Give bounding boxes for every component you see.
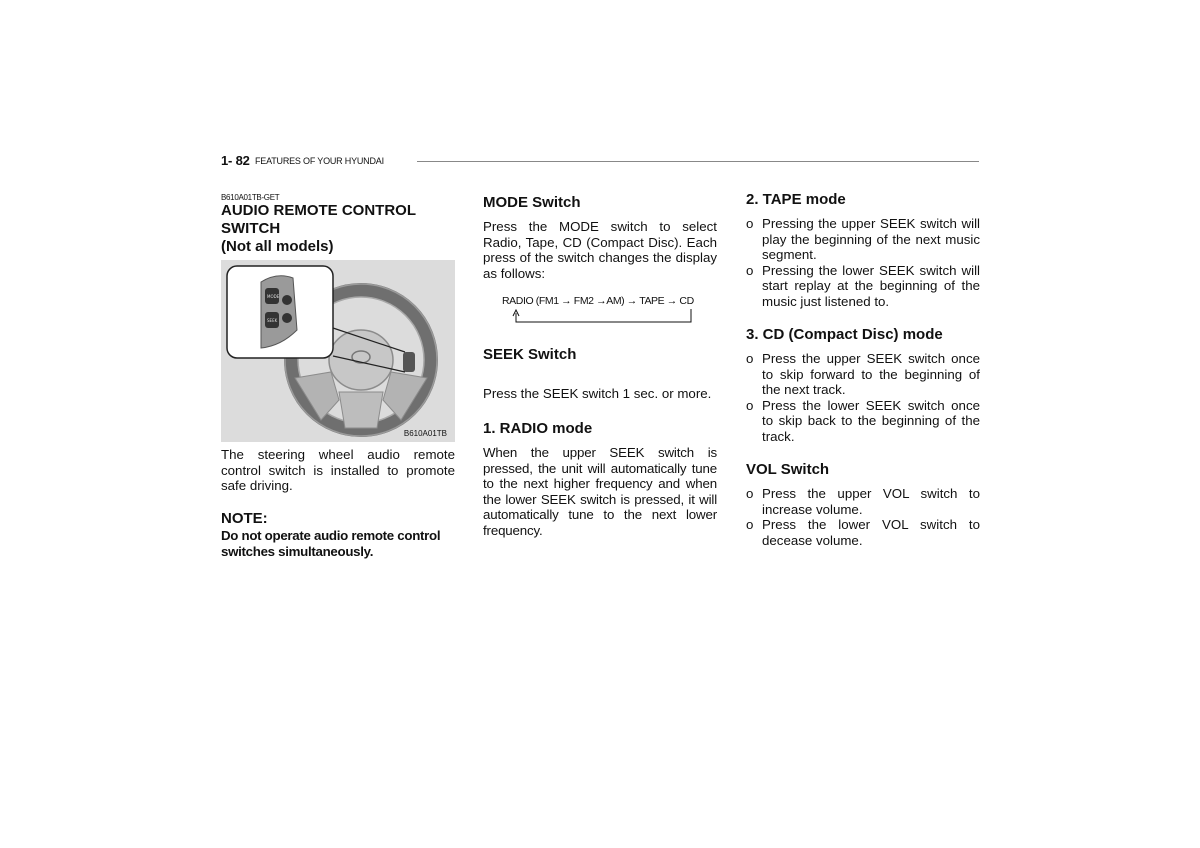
list-item: o Press the lower VOL switch to decease volume. xyxy=(746,517,980,548)
list-item: o Pressing the upper SEEK switch will play the beginning of the next music segment. xyxy=(746,216,980,263)
steering-wheel-figure xyxy=(221,260,455,442)
tape-mode-heading: 2. TAPE mode xyxy=(746,191,846,208)
list-item: o Press the lower SEEK switch once to skip back to the beginning of the track. xyxy=(746,397,980,444)
seek-switch-heading: SEEK Switch xyxy=(483,346,577,363)
note-title: NOTE: xyxy=(221,510,268,527)
section-heading-line2: SWITCH xyxy=(221,220,281,237)
seek-switch-text: Press the SEEK switch 1 sec. or more. xyxy=(483,386,712,401)
radio-mode-text: When the upper SEEK switch is pressed, the unit will automatically tune to the next higher frequency and when the lower SEEK switch is pressed, it will automatically tune to the next lower frequency. xyxy=(483,445,717,538)
tape-mode-list xyxy=(746,216,980,310)
mode-cycle-label: RADIO (FM1 → FM2 →AM) → TAPE → CD xyxy=(502,295,694,307)
header-rule xyxy=(417,161,979,162)
section-title: FEATURES OF YOUR HYUNDAI xyxy=(255,156,384,166)
steering-wheel-illustration xyxy=(221,260,455,442)
note-text: Do not operate audio remote control switches simultaneously. xyxy=(221,528,441,559)
list-item: o Pressing the lower SEEK switch will start replay at the beginning of the music just listened to. xyxy=(746,262,980,309)
section-heading-line1: AUDIO REMOTE CONTROL xyxy=(221,202,416,219)
list-item: o Press the upper SEEK switch once to skip forward to the beginning of the next track. xyxy=(746,351,980,398)
button-label-seek: SEEK xyxy=(267,318,278,323)
radio-mode-heading: 1. RADIO mode xyxy=(483,420,593,437)
figure-code: B610A01TB xyxy=(403,429,447,438)
page-number: 1- 82 xyxy=(221,153,250,168)
intro-paragraph: The steering wheel audio remote control switch is installed to promote safe driving. xyxy=(221,447,455,494)
vol-switch-heading: VOL Switch xyxy=(746,461,830,478)
cd-mode-list xyxy=(746,351,980,445)
section-heading-line3: (Not all models) xyxy=(221,238,334,255)
page-header xyxy=(221,153,979,171)
vol-switch-list xyxy=(746,486,980,548)
cd-mode-heading: 3. CD (Compact Disc) mode xyxy=(746,326,943,343)
mode-cycle-diagram xyxy=(502,294,712,326)
button-label-mode: MODE xyxy=(267,294,280,299)
section-code: B610A01TB-GET xyxy=(221,193,280,202)
mode-switch-text: Press the MODE switch to select Radio, Tape, CD (Compact Disc). Each press of the switch changes the display as follows: xyxy=(483,219,717,281)
mode-switch-heading: MODE Switch xyxy=(483,194,581,211)
return-arrow xyxy=(502,294,712,326)
list-item: o Press the upper VOL switch to increase volume. xyxy=(746,486,980,517)
